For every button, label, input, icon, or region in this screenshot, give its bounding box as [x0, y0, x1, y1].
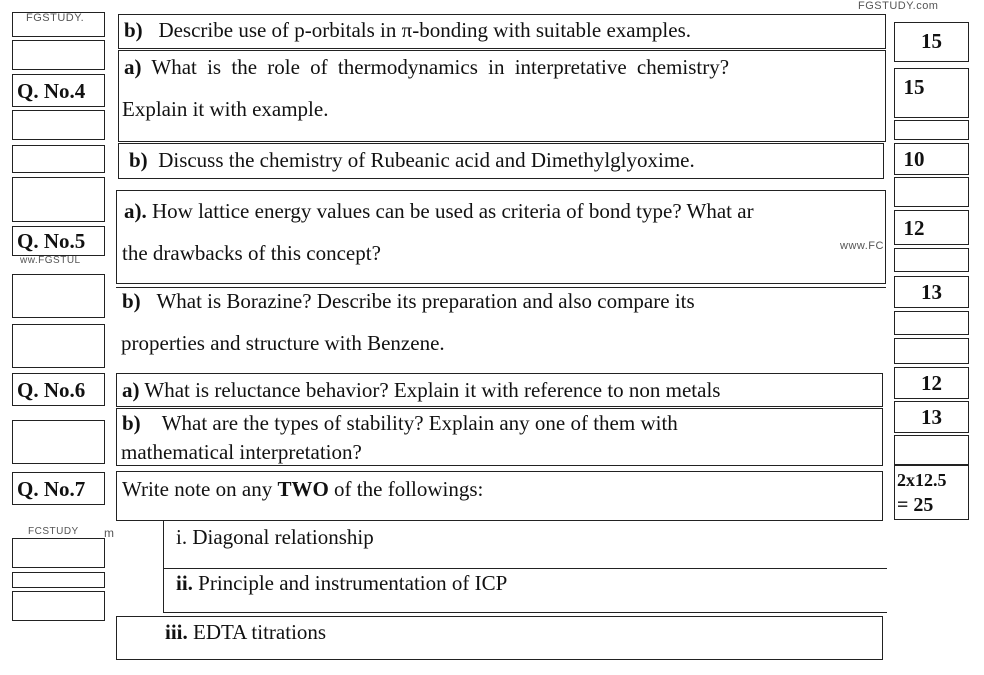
- left-cell: [12, 177, 105, 222]
- part-q4b-box: [118, 143, 884, 179]
- note-item-3-box: [116, 616, 883, 660]
- question-label-q5: Q. No.5: [17, 229, 86, 253]
- note-item-3: iii. EDTA titrations: [165, 620, 327, 644]
- question-label-q4: Q. No.4: [17, 79, 86, 103]
- left-cell: [12, 538, 105, 568]
- part-q7-text: Write note on any TWO of the followings:: [122, 477, 484, 501]
- part-q6a-box: [116, 373, 883, 407]
- mark-q4b: 10: [903, 147, 925, 171]
- left-cell: [12, 324, 105, 368]
- left-cell: [12, 110, 105, 140]
- note-item-2: ii. Principle and instrumentation of ICP: [176, 571, 508, 595]
- part-q4b-text: b) Discuss the chemistry of Rubeanic acid and Dimethylglyoxime.: [129, 148, 695, 172]
- part-q3b-box: [118, 14, 886, 49]
- mark-cell: [894, 311, 969, 335]
- part-q6b-box: [116, 408, 883, 466]
- mark-cell: [894, 435, 969, 465]
- watermark-bottom-left: FCSTUDY: [28, 526, 79, 537]
- part-q6a-text: a) What is reluctance behavior? Explain it with reference to non metals: [122, 378, 721, 402]
- left-cell: [12, 274, 105, 318]
- notes-left-border: [163, 521, 164, 613]
- mark-box-q6a: [894, 367, 969, 399]
- mark-box-q7: [894, 465, 969, 520]
- q4-label-box: [12, 74, 105, 107]
- watermark-top-left: FGSTUDY.: [26, 12, 85, 24]
- question-label-q6: Q. No.6: [17, 378, 86, 402]
- part-q6b-line1: b) What are the types of stability? Explain any one of them with: [122, 411, 678, 435]
- watermark-mid-right: www.FC: [840, 240, 884, 252]
- note-item-1: i. Diagonal relationship: [176, 525, 374, 549]
- mark-cell: [894, 177, 969, 207]
- part-q3b-text: b) Describe use of p-orbitals in π-bonding with suitable examples.: [124, 18, 692, 42]
- part-q5b-line2: properties and structure with Benzene.: [121, 331, 445, 355]
- question-label-q7: Q. No.7: [17, 477, 86, 501]
- divider: [163, 568, 887, 569]
- mark-q7-line1: 2x12.5: [897, 470, 947, 490]
- q6-label-box: [12, 373, 105, 406]
- q5-label-box: [12, 226, 105, 256]
- watermark-top-right: FGSTUDY.com: [858, 0, 939, 12]
- divider: [116, 287, 886, 288]
- mark-q5a: 12: [903, 216, 925, 240]
- part-q4a-line1: a) What is the role of thermodynamics in interpretative chemistry?: [124, 55, 730, 79]
- part-q7-box: [116, 471, 883, 521]
- mark-box-q4a: [894, 68, 969, 118]
- left-cell: [12, 572, 105, 588]
- mark-q6a: 12: [921, 371, 942, 395]
- part-q4a-box: [118, 50, 886, 142]
- watermark-bottom-suffix: m: [104, 526, 115, 540]
- mark-q7-line2: = 25: [897, 494, 934, 516]
- mark-cell: [894, 120, 969, 140]
- left-cell: [12, 591, 105, 621]
- mark-box-q3b: [894, 22, 969, 62]
- part-q5b-line1: b) What is Borazine? Describe its preparation and also compare its: [122, 289, 695, 313]
- mark-box-q4b: [894, 143, 969, 175]
- mark-box-q5a: [894, 210, 969, 245]
- mark-q4a: 15: [903, 75, 925, 99]
- part-q5a-line1: a). How lattice energy values can be used as criteria of bond type? What ar: [124, 199, 754, 223]
- mark-q5b: 13: [921, 280, 942, 304]
- mark-box-q5b: [894, 276, 969, 308]
- watermark-q5: ww.FGSTUL: [20, 255, 81, 266]
- mark-cell: [894, 248, 969, 272]
- mark-cell: [894, 338, 969, 364]
- part-q6b-line2: mathematical interpretation?: [121, 440, 362, 464]
- left-cell: [12, 145, 105, 173]
- left-cell: [12, 420, 105, 464]
- mark-box-q6b: [894, 401, 969, 433]
- mark-q6b: 13: [921, 405, 942, 429]
- left-cell: [12, 12, 105, 37]
- mark-q3b: 15: [921, 29, 942, 53]
- part-q5a-line2: the drawbacks of this concept?: [122, 241, 381, 265]
- q7-label-box: [12, 472, 105, 505]
- part-q4a-line2: Explain it with example.: [122, 97, 329, 121]
- left-cell: [12, 40, 105, 70]
- part-q5a-box: [116, 190, 886, 284]
- divider: [163, 612, 887, 613]
